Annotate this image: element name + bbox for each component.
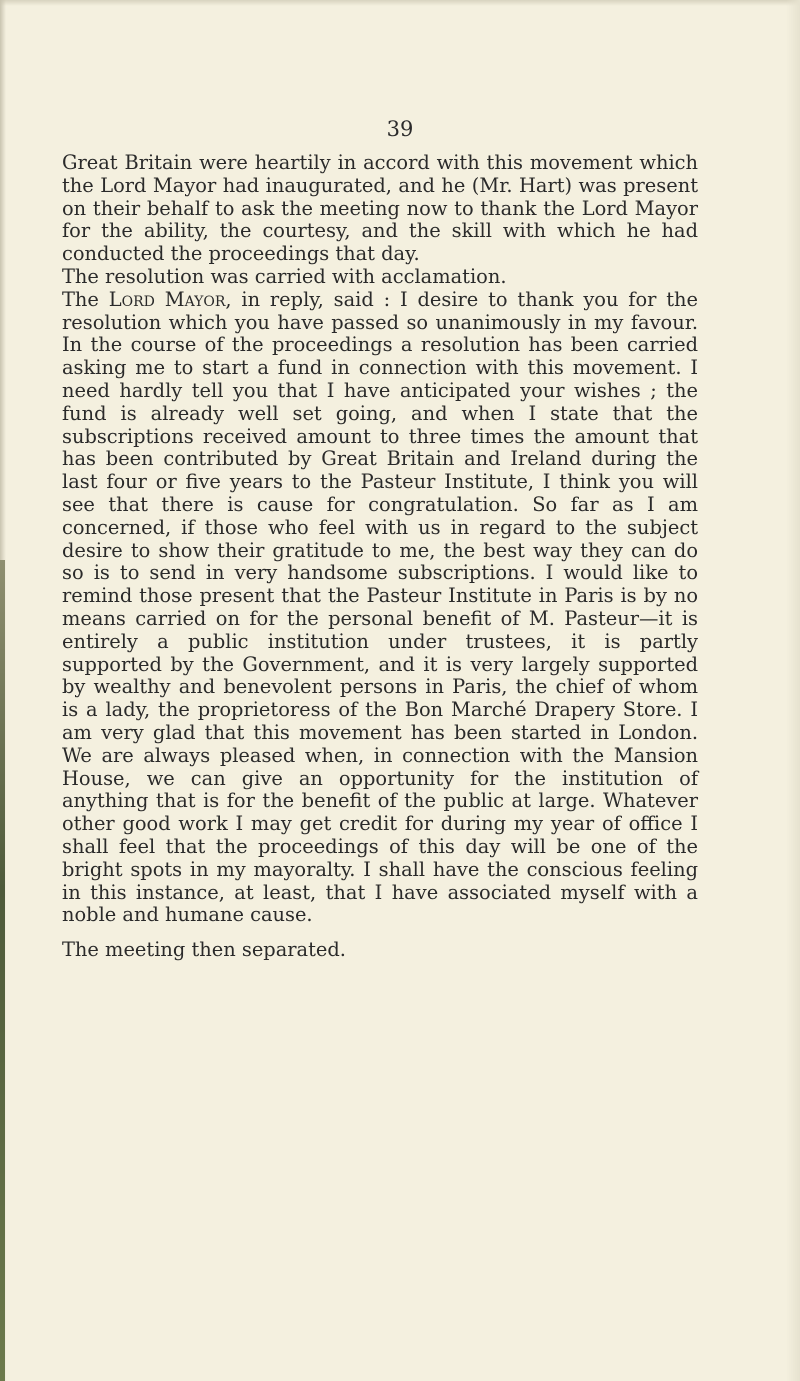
- paragraph-4: The meeting then separated.: [62, 938, 346, 962]
- paragraph-2: The resolution was carried with acclamation.: [62, 264, 507, 288]
- paragraph-3: [62, 289, 698, 927]
- paragraph-3-body: , in reply, said : I desire to thank you for the resolution which you have passed so unanimously in my favour. In the course of the proceedings a resolution has been carried asking me to start a fund in connection with this movement. I need hardly tell you that I have anticipated your wishes ; the fund is already well set going, and when I state that the subscriptions received amount to three times the amount that has been contributed by Great Britain and Ireland during the last four or five years to the Pasteur Institute, I think you will see that there is cause for congratulation. So far as I am concerned, if those who feel with us in regard to the subject desire to show their gratitude to me, the best way they can do so is to send in very handsome subscriptions. I would like to remind those present that the Pasteur Institute in Paris is by no means carried on for the personal benefit of M. Pasteur—it is entirely a public institution under trustees, it is partly supported by the Government, and it is very largely supported by wealthy and benevolent persons in Paris, the chief of whom is a lady, the proprietoress of the Bon Marché Drapery Store. I am very glad that this movement has been started in London. We are always pleased when, in connection with the Mansion House, we can give an opportunity for the institution of anything that is for the benefit of the public at large. Whatever other good work I may get credit for during my year of office I shall feel that the proceedings of this day will be one of the bright spots in my mayoralty. I shall have the conscious feeling in this instance, at least, that I have associated myself with a noble and humane cause.: [62, 287, 699, 927]
- body-text: [62, 152, 698, 962]
- page-top-shadow: [0, 0, 800, 6]
- paragraph-3-lead: The: [62, 287, 109, 311]
- page-right-edge: [786, 0, 800, 1381]
- paragraph-1: Great Britain were heartily in accord with this movement which the Lord Mayor had inaugurated, and he (Mr. Hart) was present on their behalf to ask the meeting now to thank the Lord Mayor for the ability, the courtesy, and the skill with which he had conducted the proceedings that day.: [62, 151, 698, 266]
- speaker-name: Lord Mayor: [108, 287, 226, 311]
- page-number: 39: [386, 117, 414, 141]
- binding-edge: [0, 560, 5, 1381]
